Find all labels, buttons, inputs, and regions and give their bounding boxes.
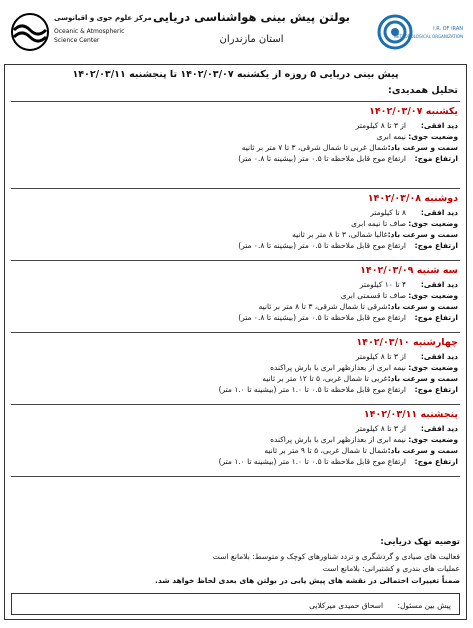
weather-label: وضعیت جوی:: [408, 435, 458, 444]
day-title: یکشنبه ۱۴۰۲/۰۳/۰۷: [369, 106, 458, 117]
wave-logo-icon: [10, 12, 50, 52]
day-title: سه شنبه ۱۴۰۲/۰۳/۰۹: [360, 265, 458, 276]
bulletin-title: بولتن پیش بینی هواشناسی دریایی: [152, 10, 351, 24]
visibility-value: از ۳ تا ۸ کیلومتر: [355, 352, 406, 361]
marine-recommendations: [11, 537, 460, 587]
weather-value: نیمه ابری از بعدازظهر ابری با بارش پراکنده: [270, 435, 406, 444]
wind-value: غربی تا شمال غربی، ۵ تا ۱۲ متر بر ثانیه: [262, 374, 388, 383]
weather-label: وضعیت جوی:: [408, 291, 458, 300]
right-logo-en: METEOROLOGICAL ORGANIZATION: [393, 34, 463, 39]
visibility-label: دید افقی:: [420, 424, 458, 433]
bulletin-frame: [4, 64, 467, 620]
weather-value: نیمه ابری از بعدازظهر ابری با بارش پراکنده: [270, 363, 406, 372]
wind-value: شرقی تا شمال شرقی، ۳ تا ۸ متر بر ثانیه: [258, 302, 388, 311]
recommendations-title: توصیه تهک دریایی:: [380, 537, 460, 547]
left-logo-en-line2: Science Center: [54, 37, 100, 44]
wind-label: سمت و سرعت باد:: [387, 446, 458, 455]
visibility-label: دید افقی:: [420, 121, 458, 130]
day-title: چهارشنبه ۱۴۰۲/۰۳/۱۰: [356, 337, 458, 348]
day-forecast: [11, 333, 460, 405]
wave-label: ارتفاع موج:: [414, 313, 458, 322]
recommendation-item: ضمناً تغییرات احتمالی در نقشه های پیش یابی در بولتن های بعدی لحاظ خواهد شد.: [155, 576, 460, 585]
weather-label: وضعیت جوی:: [408, 363, 458, 372]
meteorological-organization-logo: [373, 8, 463, 60]
visibility-label: دید افقی:: [420, 208, 458, 217]
day-title: دوشنبه ۱۴۰۲/۰۳/۰۸: [367, 193, 458, 204]
recommendation-item: عملیات های بندری و کشتیرانی: بلامانع است: [322, 564, 460, 573]
forecaster-label: پیش بین مسئول:: [397, 601, 451, 610]
wave-value: ارتفاع موج قابل ملاحظه تا ۰.۵ متر (بیشینه تا ۰.۸ متر): [238, 154, 406, 163]
wind-value: غالبا شمالی، ۳ تا ۸ متر بر ثانیه: [292, 230, 388, 239]
day-forecast: [11, 189, 460, 261]
visibility-value: از ۳ تا ۸ کیلومتر: [355, 121, 406, 130]
forecaster-name: اسحاق حمیدی میرکلایی: [309, 601, 384, 610]
day-forecast: [11, 261, 460, 333]
visibility-label: دید افقی:: [420, 352, 458, 361]
wave-label: ارتفاع موج:: [414, 241, 458, 250]
wind-value: شمال تا شمال غربی، ۵ تا ۹ متر بر ثانیه: [264, 446, 388, 455]
weather-value: نیمه ابری: [376, 132, 406, 141]
wind-value: شمال غربی تا شمال شرقی، ۳ تا ۷ متر بر ثانیه: [241, 143, 388, 152]
wind-label: سمت و سرعت باد:: [387, 230, 458, 239]
forecaster-footer: [11, 593, 460, 615]
wave-label: ارتفاع موج:: [414, 154, 458, 163]
wave-label: ارتفاع موج:: [414, 385, 458, 394]
visibility-value: ۸ تا کیلومتر: [370, 208, 406, 217]
visibility-label: دید افقی:: [420, 280, 458, 289]
day-forecast: [11, 101, 460, 189]
wind-label: سمت و سرعت باد:: [387, 143, 458, 152]
province-subtitle: استان مازندران: [219, 34, 284, 45]
left-logo-en-line1: Oceanic & Atmospheric: [54, 28, 125, 35]
wave-value: ارتفاع موج قابل ملاحظه تا ۰.۵ متر (بیشینه تا ۰.۸ متر): [238, 313, 406, 322]
wave-value: ارتفاع موج قابل ملاحظه تا ۰.۵ تا ۱.۰ متر (بیشینه تا ۱.۰ متر): [218, 385, 406, 394]
weather-value: صاف تا قسمتی ابری: [340, 291, 406, 300]
wave-value: ارتفاع موج قابل ملاحظه تا ۰.۵ تا ۱.۰ متر (بیشینه تا ۱.۰ متر): [218, 457, 406, 466]
wind-label: سمت و سرعت باد:: [387, 374, 458, 383]
wind-label: سمت و سرعت باد:: [387, 302, 458, 311]
bulletin-header: [4, 4, 469, 62]
visibility-value: ۴ تا ۱۰ کیلومتر: [359, 280, 406, 289]
recommendation-item: فعالیت های صیادی و گردشگری و تردد شناورهای کوچک و متوسط: بلامانع است: [212, 552, 460, 561]
daily-forecast-list: [11, 101, 460, 477]
wave-label: ارتفاع موج:: [414, 457, 458, 466]
forecast-period: پیش بینی دریایی ۵ روزه از یکشنبه ۱۴۰۲/۰۳/۰۷ تا پنجشنبه ۱۴۰۲/۰۳/۱۱: [72, 69, 399, 80]
day-title: پنجشنبه ۱۴۰۲/۰۳/۱۱: [363, 409, 458, 420]
weather-value: صاف تا نیمه ابری: [351, 219, 406, 228]
synoptic-analysis-label: تحلیل همدیدی:: [388, 85, 458, 96]
weather-label: وضعیت جوی:: [408, 219, 458, 228]
day-forecast: [11, 405, 460, 477]
weather-label: وضعیت جوی:: [408, 132, 458, 141]
right-logo-text: I.R. OF IRAN: [433, 26, 463, 32]
wave-value: ارتفاع موج قابل ملاحظه تا ۰.۵ متر (بیشینه تا ۰.۸ متر): [238, 241, 406, 250]
spiral-logo-icon: [373, 14, 417, 50]
left-logo-fa-text: مرکز علوم جوی و اقیانوسی: [54, 14, 152, 22]
visibility-value: از ۳ تا ۸ کیلومتر: [355, 424, 406, 433]
ocean-atmosphere-center-logo: [10, 8, 152, 60]
